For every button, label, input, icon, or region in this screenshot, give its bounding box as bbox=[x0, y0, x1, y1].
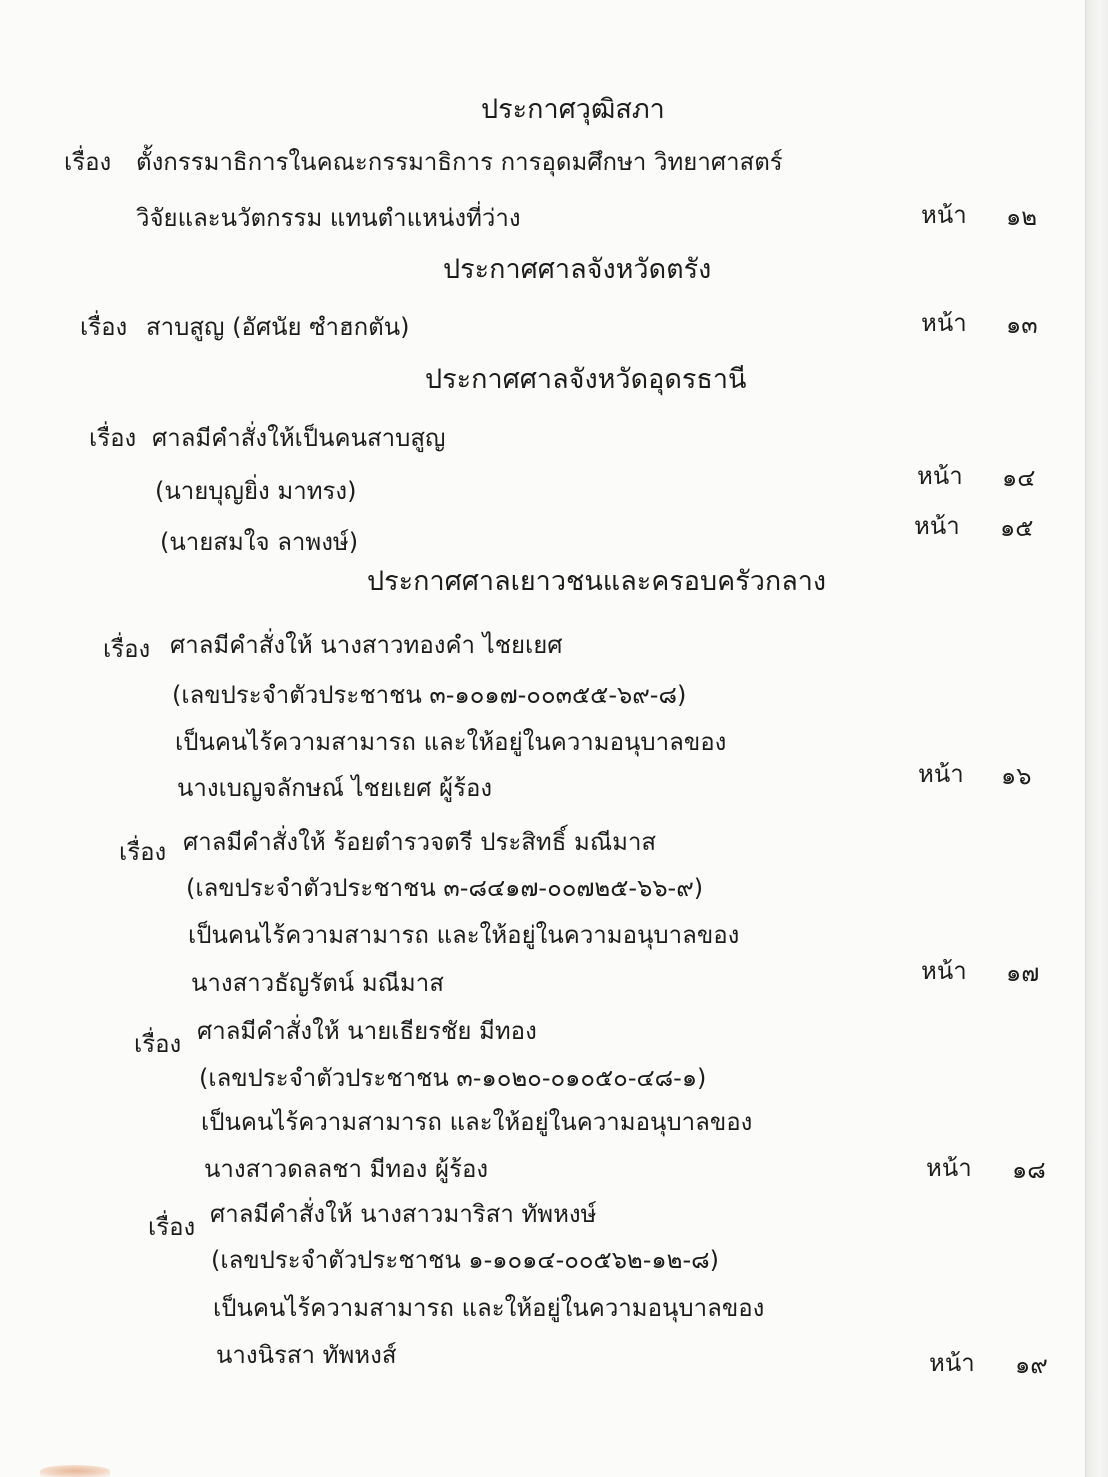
page-number: ๑๗ bbox=[1006, 959, 1040, 987]
entry-line: ศาลมีคำสั่งให้ นางสาวมาริสา ทัพหงษ์ bbox=[210, 1200, 597, 1228]
page-edge-shadow bbox=[1085, 0, 1108, 1477]
page-label: หน้า bbox=[921, 957, 967, 985]
page-number: ๑๒ bbox=[1006, 203, 1038, 231]
entry-line: (นายบุญยิ่ง มาทรง) bbox=[155, 477, 357, 505]
entry-label: เรื่อง bbox=[80, 313, 128, 341]
entry-line: (เลขประจำตัวประชาชน ๓-๑๐๑๗-๐๐๓๕๕-๖๙-๘) bbox=[172, 681, 687, 709]
entry-line: เป็นคนไร้ความสามารถ และให้อยู่ในความอนุบาลของ bbox=[175, 728, 727, 756]
entry-line: นางสาวธัญรัตน์ มณีมาส bbox=[191, 969, 444, 997]
entry-line: เป็นคนไร้ความสามารถ และให้อยู่ในความอนุบาลของ bbox=[188, 921, 740, 949]
page-number: ๑๙ bbox=[1015, 1351, 1048, 1379]
entry-line: (นายสมใจ ลาพงษ์) bbox=[160, 528, 359, 556]
entry-label: เรื่อง bbox=[103, 635, 151, 663]
page-label: หน้า bbox=[914, 512, 960, 540]
entry-line: เป็นคนไร้ความสามารถ และให้อยู่ในความอนุบาลของ bbox=[201, 1108, 753, 1136]
page-label: หน้า bbox=[918, 760, 964, 788]
section-heading-trang-court: ประกาศศาลจังหวัดตรัง bbox=[443, 254, 712, 285]
entry-line: ตั้งกรรมาธิการในคณะกรรมาธิการ การอุดมศึกษา วิทยาศาสตร์ bbox=[136, 148, 783, 176]
entry-line: (เลขประจำตัวประชาชน ๓-๑๐๒๐-๐๑๐๕๐-๔๘-๑) bbox=[199, 1064, 707, 1092]
entry-line: วิจัยและนวัตกรรม แทนตำแหน่งที่ว่าง bbox=[136, 204, 521, 232]
entry-line: ศาลมีคำสั่งให้เป็นคนสาบสูญ bbox=[152, 424, 446, 452]
page-label: หน้า bbox=[926, 1154, 972, 1182]
entry-line: นางนิรสา ทัพหงส์ bbox=[216, 1341, 397, 1369]
page-label: หน้า bbox=[917, 462, 963, 490]
entry-label: เรื่อง bbox=[134, 1030, 182, 1058]
page-label: หน้า bbox=[921, 309, 967, 337]
page-label: หน้า bbox=[921, 201, 967, 229]
entry-line: (เลขประจำตัวประชาชน ๓-๘๔๑๗-๐๐๗๒๕-๖๖-๙) bbox=[186, 874, 704, 902]
entry-label: เรื่อง bbox=[89, 424, 137, 452]
page-number: ๑๖ bbox=[1001, 762, 1032, 790]
page-number: ๑๘ bbox=[1012, 1156, 1046, 1184]
entry-line: นางเบญจลักษณ์ ไชยเยศ ผู้ร้อง bbox=[177, 774, 493, 802]
page-label: หน้า bbox=[929, 1349, 975, 1377]
page-number: ๑๕ bbox=[1000, 514, 1034, 542]
finger-smudge bbox=[40, 1465, 110, 1477]
entry-line: ศาลมีคำสั่งให้ ร้อยตำรวจตรี ประสิทธิ์ มณีมาส bbox=[183, 828, 657, 856]
section-heading-juvenile-court: ประกาศศาลเยาวชนและครอบครัวกลาง bbox=[367, 566, 827, 597]
entry-label: เรื่อง bbox=[148, 1213, 196, 1241]
page-number: ๑๓ bbox=[1006, 311, 1038, 339]
entry-label: เรื่อง bbox=[64, 148, 112, 176]
section-heading-udonthani-court: ประกาศศาลจังหวัดอุดรธานี bbox=[425, 364, 747, 395]
entry-label: เรื่อง bbox=[119, 838, 167, 866]
entry-line: สาบสูญ (อัศนัย ซำฮกตัน) bbox=[146, 313, 410, 341]
entry-line: ศาลมีคำสั่งให้ นางสาวทองคำ ไชยเยศ bbox=[170, 631, 563, 659]
entry-line: ศาลมีคำสั่งให้ นายเธียรชัย มีทอง bbox=[197, 1017, 537, 1045]
entry-line: นางสาวดลลชา มีทอง ผู้ร้อง bbox=[204, 1155, 489, 1183]
section-heading-senate: ประกาศวุฒิสภา bbox=[481, 94, 665, 125]
entry-line: (เลขประจำตัวประชาชน ๑-๑๐๑๔-๐๐๕๖๒-๑๒-๘) bbox=[211, 1246, 720, 1274]
page-number: ๑๔ bbox=[1002, 464, 1036, 492]
entry-line: เป็นคนไร้ความสามารถ และให้อยู่ในความอนุบาลของ bbox=[213, 1294, 765, 1322]
